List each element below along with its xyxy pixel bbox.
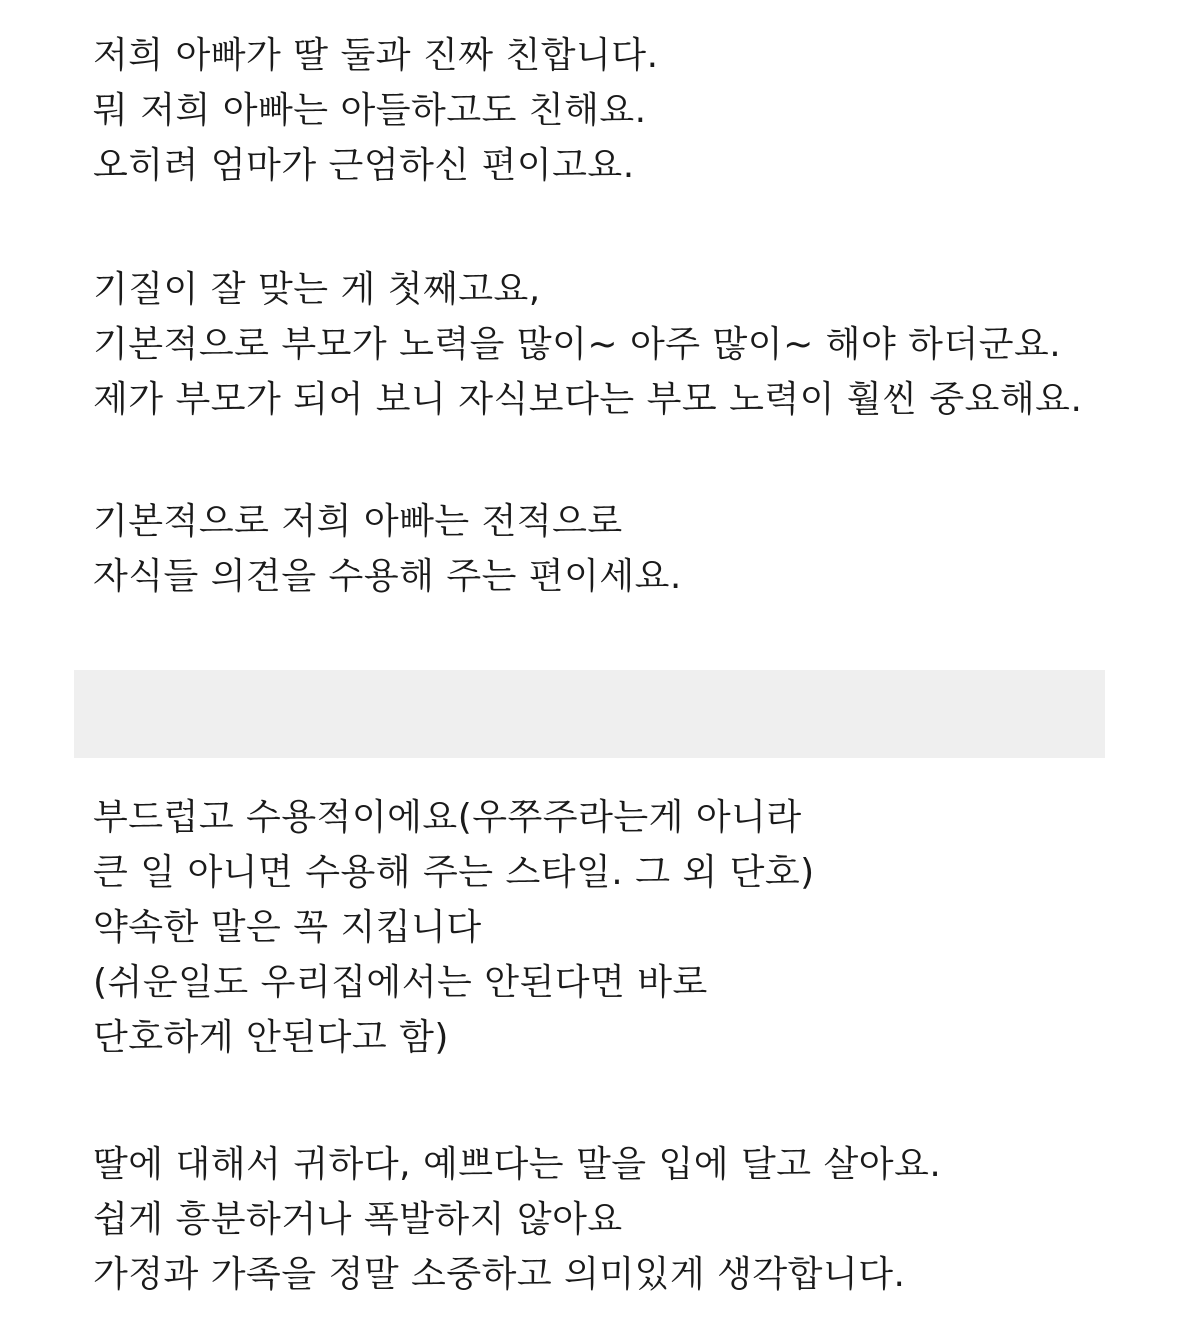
text-line: 단호하게 안된다고 함): [93, 1017, 449, 1058]
text-line: 오히려 엄마가 근엄하신 편이고요.: [93, 145, 635, 186]
text-line: 쉽게 흥분하거나 폭발하지 않아요: [93, 1199, 623, 1240]
text-line: 저희 아빠가 딸 둘과 진짜 친합니다.: [93, 35, 659, 76]
gray-divider-bar: [74, 670, 1105, 758]
text-line: 딸에 대해서 귀하다, 예쁘다는 말을 입에 달고 살아요.: [93, 1144, 942, 1185]
text-line: (쉬운일도 우리집에서는 안된다면 바로: [93, 962, 708, 1003]
text-line: 부드럽고 수용적이에요(우쭈주라는게 아니라: [93, 797, 802, 838]
paragraph-1: [93, 28, 659, 193]
text-line: 제가 부모가 되어 보니 자식보다는 부모 노력이 훨씬 중요해요.: [93, 379, 1083, 420]
text-line: 기질이 잘 맞는 게 첫째고요,: [93, 269, 541, 310]
paragraph-2: [93, 262, 1082, 427]
text-line: 가정과 가족을 정말 소중하고 의미있게 생각합니다.: [93, 1254, 906, 1295]
text-line: 큰 일 아니면 수용해 주는 스타일. 그 외 단호): [93, 852, 815, 893]
text-line: 뭐 저희 아빠는 아들하고도 친해요.: [93, 90, 647, 131]
text-line: 기본적으로 저희 아빠는 전적으로: [93, 501, 623, 542]
text-line: 기본적으로 부모가 노력을 많이~ 아주 많이~ 해야 하더군요.: [93, 324, 1062, 365]
paragraph-4: [93, 790, 815, 1065]
text-line: 자식들 의견을 수용해 주는 편이세요.: [93, 556, 682, 597]
paragraph-5: [93, 1137, 941, 1302]
text-line: 약속한 말은 꼭 지킵니다: [93, 907, 482, 948]
paragraph-3: [93, 494, 682, 604]
